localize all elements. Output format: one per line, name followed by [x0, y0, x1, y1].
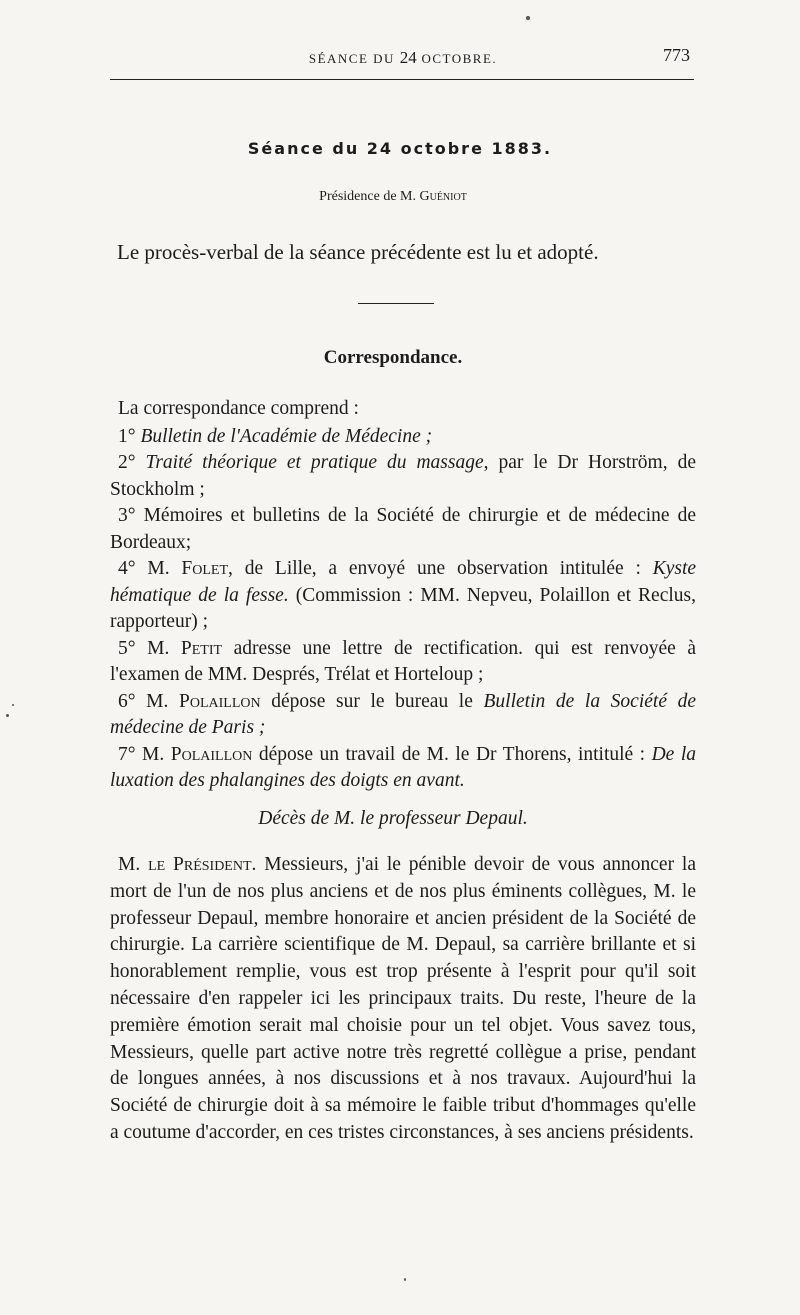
- item-text-rest: (Commission : MM. Nepveu, Polaillon et Reclus, rapporteur) ;: [110, 584, 696, 632]
- item-text: , de Lille, a envoyé une observation intitulée :: [228, 558, 653, 579]
- obituary-text: . Messieurs, j'ai le pénible devoir de vous annoncer la mort de l'un de nos plus anciens et de nos plus éminents collègues, M. le professeur Depaul, membre honoraire et ancien président de la Société de chirurgie. La carrière scientifique de M. Depaul, sa carrière brillante et si honorablement remplie, vous est trop présente à l'esprit pour qu'il soit nécessaire d'en rappeler ici les principaux traits. Du reste, l'heure de la première émotion serait mal choisie pour un tel objet. Vous savez tous, Messieurs, quelle part active notre très regretté collègue a prise, pendant de longues années, à nos discussions et à nos travaux. Aujourd'hui la Société de chirurgie doit à sa mémoire le faible tribut d'hommages qu'elle a coutume d'accorder, en ces tristes circonstances, à ses anciens présidents.: [110, 854, 696, 1143]
- minutes-statement: Le procès-verbal de la séance précédente est lu et adopté.: [117, 240, 599, 264]
- running-title-number: 24: [399, 48, 417, 67]
- page-number: 773: [663, 45, 690, 65]
- president-name: Guéniot: [419, 189, 467, 204]
- item-title: De la luxation des phalangines des doigts en avant.: [110, 743, 696, 791]
- correspondence-item-2: [110, 450, 696, 503]
- correspondence-item-3: [110, 503, 696, 556]
- correspondence-item-7: [110, 742, 696, 795]
- running-title-part-1: SÉANCE DU: [308, 51, 400, 66]
- speaker-prefix: M.: [118, 854, 149, 875]
- presidency-prefix: Présidence de M.: [319, 189, 420, 204]
- item-number: 5° M.: [118, 637, 181, 659]
- correspondence-item-5: [110, 636, 696, 689]
- running-title-part-2: OCTOBRE.: [416, 51, 498, 66]
- item-text: , par le Dr Horström, de Stockholm ;: [110, 452, 696, 500]
- correspondence-intro: La correspondance comprend :: [118, 398, 359, 419]
- correspondence-body: [110, 396, 696, 795]
- running-title: [110, 48, 696, 68]
- section-divider: [358, 303, 434, 304]
- header-rule: [110, 79, 694, 80]
- item-number: 4° M.: [118, 558, 182, 579]
- item-author: Petit: [180, 637, 223, 659]
- speaker-name: le Président: [148, 854, 252, 875]
- session-title: Séance du 24 octobre 1883.: [247, 139, 553, 158]
- obituary-heading: Décès de M. le professeur Depaul.: [258, 808, 528, 829]
- correspondence-heading: Correspondance.: [323, 347, 463, 368]
- item-title: Bulletin de la Société de médecine de Paris ;: [110, 690, 697, 738]
- ink-speck: [6, 714, 9, 717]
- item-number: 1°: [118, 425, 141, 447]
- correspondence-item-4: [110, 556, 696, 636]
- item-author: Folet: [181, 558, 229, 579]
- item-title: Kyste hématique de la fesse.: [110, 558, 697, 606]
- ink-speck: [404, 1278, 406, 1281]
- running-head: [110, 45, 696, 72]
- ink-speck: [12, 704, 14, 706]
- presidency-line: [0, 189, 786, 205]
- item-number: 2°: [118, 452, 146, 473]
- item-number: 6° M.: [118, 690, 179, 712]
- item-title: Bulletin de l'Académie de Médecine ;: [140, 425, 433, 447]
- item-author: Polaillon: [170, 743, 253, 765]
- item-text: dépose sur le bureau le: [260, 690, 484, 712]
- item-text: adresse une lettre de rectification. qui est renvoyée à l'examen de MM. Després, Trélat et Horteloup ;: [110, 637, 696, 685]
- item-text: Mémoires et bulletins de la Société de chirurgie et de médecine de Bordeaux;: [110, 505, 696, 553]
- correspondence-item-1: [110, 424, 696, 451]
- correspondence-item-6: [110, 689, 696, 742]
- item-number: 3°: [118, 505, 144, 526]
- ink-speck: [526, 16, 530, 20]
- item-text: dépose un travail de M. le Dr Thorens, intitulé :: [252, 743, 652, 765]
- item-number: 7° M.: [118, 743, 171, 765]
- item-title: Traité théorique et pratique du massage: [145, 452, 484, 473]
- obituary-paragraph: [110, 852, 696, 1147]
- item-author: Polaillon: [179, 690, 261, 712]
- obituary-body: [110, 852, 696, 1147]
